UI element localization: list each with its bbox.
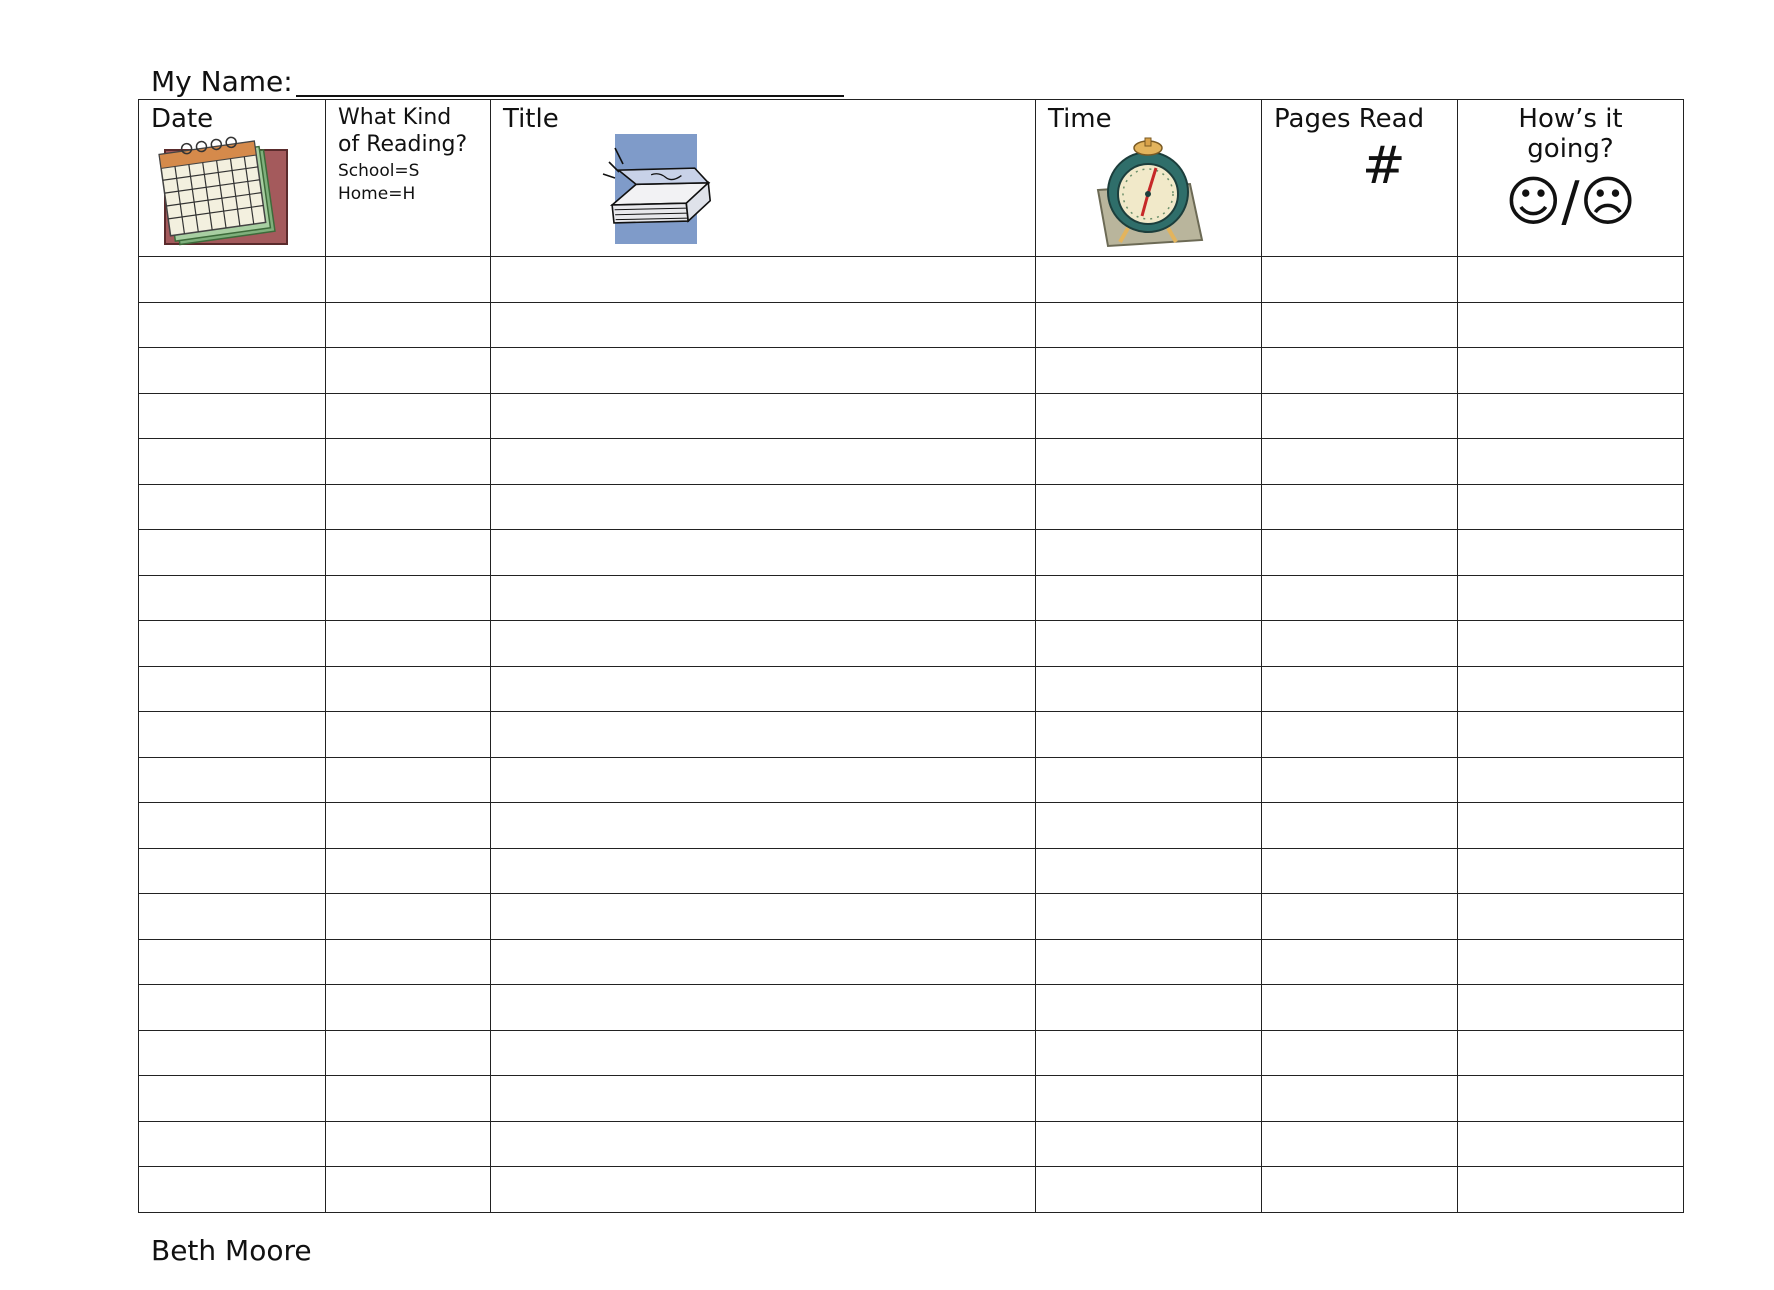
going-cell[interactable] (1458, 393, 1684, 439)
kind-cell[interactable] (326, 393, 491, 439)
title-cell[interactable] (491, 712, 1036, 758)
date-cell[interactable] (139, 939, 326, 985)
table-row (139, 348, 1684, 394)
time-cell[interactable] (1036, 484, 1262, 530)
kind-cell[interactable] (326, 985, 491, 1031)
date-cell[interactable] (139, 439, 326, 485)
time-cell[interactable] (1036, 302, 1262, 348)
pages-cell[interactable] (1262, 257, 1458, 303)
title-cell[interactable] (491, 257, 1036, 303)
time-header (1036, 100, 1262, 257)
table-row (139, 1076, 1684, 1122)
title-cell[interactable] (491, 302, 1036, 348)
table-row (139, 712, 1684, 758)
going-cell[interactable] (1458, 257, 1684, 303)
kind-cell[interactable] (326, 757, 491, 803)
date-cell[interactable] (139, 1121, 326, 1167)
going-cell[interactable] (1458, 985, 1684, 1031)
date-cell[interactable] (139, 666, 326, 712)
kind-cell[interactable] (326, 484, 491, 530)
pages-cell[interactable] (1262, 484, 1458, 530)
date-cell[interactable] (139, 757, 326, 803)
pages-cell[interactable] (1262, 348, 1458, 394)
alarm-clock-icon (1094, 134, 1206, 252)
title-cell[interactable] (491, 848, 1036, 894)
table-row (139, 1030, 1684, 1076)
table-row (139, 985, 1684, 1031)
kind-cell[interactable] (326, 803, 491, 849)
title-cell[interactable] (491, 393, 1036, 439)
table-row (139, 1121, 1684, 1167)
table-row (139, 484, 1684, 530)
table-row (139, 666, 1684, 712)
kind-cell[interactable] (326, 257, 491, 303)
title-cell[interactable] (491, 575, 1036, 621)
name-label: My Name: (151, 65, 293, 98)
date-cell[interactable] (139, 257, 326, 303)
going-header (1458, 100, 1684, 257)
date-cell[interactable] (139, 302, 326, 348)
pages-cell[interactable] (1262, 439, 1458, 485)
date-header (139, 100, 326, 257)
kind-header-line2: of Reading? (338, 132, 468, 157)
date-cell[interactable] (139, 393, 326, 439)
kind-cell[interactable] (326, 666, 491, 712)
going-cell[interactable] (1458, 803, 1684, 849)
time-cell[interactable] (1036, 757, 1262, 803)
going-header-line1: How’s it (1518, 104, 1623, 134)
time-cell[interactable] (1036, 712, 1262, 758)
kind-header (326, 100, 491, 257)
date-cell[interactable] (139, 484, 326, 530)
pages-cell[interactable] (1262, 985, 1458, 1031)
log-body (139, 257, 1684, 1213)
kind-cell[interactable] (326, 894, 491, 940)
calendar-icon (153, 132, 293, 252)
kind-cell[interactable] (326, 348, 491, 394)
table-row (139, 1167, 1684, 1213)
going-cell[interactable] (1458, 348, 1684, 394)
kind-cell[interactable] (326, 302, 491, 348)
date-cell[interactable] (139, 1030, 326, 1076)
table-row (139, 302, 1684, 348)
going-cell[interactable] (1458, 894, 1684, 940)
kind-cell[interactable] (326, 439, 491, 485)
pages-cell[interactable] (1262, 848, 1458, 894)
time-cell[interactable] (1036, 575, 1262, 621)
title-cell[interactable] (491, 530, 1036, 576)
table-row (139, 257, 1684, 303)
pages-cell[interactable] (1262, 302, 1458, 348)
going-cell[interactable] (1458, 1167, 1684, 1213)
time-cell[interactable] (1036, 1030, 1262, 1076)
kind-legend-home: Home=H (338, 184, 416, 204)
date-cell[interactable] (139, 348, 326, 394)
pages-cell[interactable] (1262, 393, 1458, 439)
time-cell[interactable] (1036, 1121, 1262, 1167)
date-cell[interactable] (139, 985, 326, 1031)
time-cell[interactable] (1036, 803, 1262, 849)
table-row (139, 848, 1684, 894)
kind-legend-school: School=S (338, 161, 420, 181)
time-cell[interactable] (1036, 848, 1262, 894)
title-cell[interactable] (491, 939, 1036, 985)
going-cell[interactable] (1458, 1121, 1684, 1167)
title-cell[interactable] (491, 803, 1036, 849)
table-row (139, 894, 1684, 940)
time-cell[interactable] (1036, 530, 1262, 576)
time-cell[interactable] (1036, 894, 1262, 940)
time-cell[interactable] (1036, 621, 1262, 667)
pages-cell[interactable] (1262, 575, 1458, 621)
title-cell[interactable] (491, 1030, 1036, 1076)
time-cell[interactable] (1036, 393, 1262, 439)
going-cell[interactable] (1458, 575, 1684, 621)
date-cell[interactable] (139, 894, 326, 940)
date-cell[interactable] (139, 530, 326, 576)
going-cell[interactable] (1458, 439, 1684, 485)
pages-cell[interactable] (1262, 1076, 1458, 1122)
going-cell[interactable] (1458, 757, 1684, 803)
pages-header (1262, 100, 1458, 257)
pages-cell[interactable] (1262, 530, 1458, 576)
table-row (139, 939, 1684, 985)
kind-cell[interactable] (326, 621, 491, 667)
time-cell[interactable] (1036, 257, 1262, 303)
kind-cell[interactable] (326, 1030, 491, 1076)
going-cell[interactable] (1458, 530, 1684, 576)
pages-cell[interactable] (1262, 757, 1458, 803)
pages-cell[interactable] (1262, 621, 1458, 667)
pages-cell[interactable] (1262, 894, 1458, 940)
title-cell[interactable] (491, 1076, 1036, 1122)
kind-cell[interactable] (326, 712, 491, 758)
title-cell[interactable] (491, 621, 1036, 667)
going-cell[interactable] (1458, 1076, 1684, 1122)
title-header-label: Title (503, 104, 559, 134)
date-cell[interactable] (139, 575, 326, 621)
date-cell[interactable] (139, 848, 326, 894)
kind-cell[interactable] (326, 939, 491, 985)
kind-header-label (338, 104, 467, 158)
kind-cell[interactable] (326, 1076, 491, 1122)
title-cell[interactable] (491, 1167, 1036, 1213)
table-row (139, 803, 1684, 849)
date-cell[interactable] (139, 712, 326, 758)
time-header-label: Time (1048, 104, 1112, 134)
title-cell[interactable] (491, 894, 1036, 940)
title-cell[interactable] (491, 484, 1036, 530)
date-cell[interactable] (139, 803, 326, 849)
name-blank-line[interactable] (296, 95, 844, 97)
date-cell[interactable] (139, 1076, 326, 1122)
table-row (139, 393, 1684, 439)
title-header (491, 100, 1036, 257)
title-cell[interactable] (491, 757, 1036, 803)
title-cell[interactable] (491, 348, 1036, 394)
pages-cell[interactable] (1262, 1167, 1458, 1213)
time-cell[interactable] (1036, 1076, 1262, 1122)
table-row (139, 439, 1684, 485)
date-cell[interactable] (139, 621, 326, 667)
going-cell[interactable] (1458, 666, 1684, 712)
pages-cell[interactable] (1262, 712, 1458, 758)
time-cell[interactable] (1036, 439, 1262, 485)
pages-header-label: Pages Read (1274, 104, 1425, 134)
going-header-label (1458, 104, 1683, 164)
pages-cell[interactable] (1262, 1030, 1458, 1076)
pages-cell[interactable] (1262, 666, 1458, 712)
title-cell[interactable] (491, 439, 1036, 485)
title-cell[interactable] (491, 666, 1036, 712)
going-cell[interactable] (1458, 302, 1684, 348)
table-row (139, 575, 1684, 621)
kind-cell[interactable] (326, 575, 491, 621)
time-cell[interactable] (1036, 666, 1262, 712)
book-icon (601, 132, 713, 244)
kind-header-line1: What Kind (338, 105, 452, 130)
header-row (139, 100, 1684, 257)
going-cell[interactable] (1458, 848, 1684, 894)
date-cell[interactable] (139, 1167, 326, 1213)
pages-cell[interactable] (1262, 1121, 1458, 1167)
going-cell[interactable] (1458, 1030, 1684, 1076)
table-row (139, 530, 1684, 576)
pages-hash-symbol: # (1362, 136, 1406, 196)
time-cell[interactable] (1036, 939, 1262, 985)
time-cell[interactable] (1036, 348, 1262, 394)
reading-log-table (138, 99, 1684, 1213)
time-cell[interactable] (1036, 985, 1262, 1031)
table-row (139, 621, 1684, 667)
date-header-label: Date (151, 104, 214, 134)
kind-cell[interactable] (326, 1167, 491, 1213)
footer-author: Beth Moore (151, 1234, 312, 1267)
kind-cell[interactable] (326, 848, 491, 894)
pages-cell[interactable] (1262, 803, 1458, 849)
going-cell[interactable] (1458, 712, 1684, 758)
kind-cell[interactable] (326, 1121, 491, 1167)
going-header-line2: going? (1527, 134, 1614, 164)
going-cell[interactable] (1458, 484, 1684, 530)
table-row (139, 757, 1684, 803)
title-cell[interactable] (491, 985, 1036, 1031)
going-cell[interactable] (1458, 621, 1684, 667)
mood-faces-icon: ☺/☹ (1505, 170, 1636, 233)
pages-cell[interactable] (1262, 939, 1458, 985)
title-cell[interactable] (491, 1121, 1036, 1167)
kind-cell[interactable] (326, 530, 491, 576)
going-cell[interactable] (1458, 939, 1684, 985)
time-cell[interactable] (1036, 1167, 1262, 1213)
